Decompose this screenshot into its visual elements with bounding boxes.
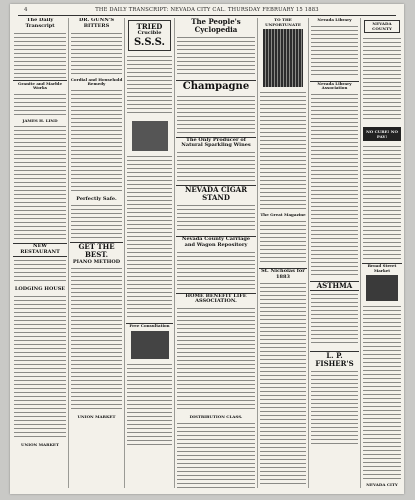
col7-ad-market: Broad Street Market	[362, 263, 402, 273]
article-text	[71, 87, 122, 197]
illustration	[131, 331, 169, 359]
illustration	[263, 29, 303, 87]
col2-title: DR. GUNN'S BITTERS	[79, 18, 114, 29]
article-text	[177, 420, 255, 488]
column-5	[259, 18, 307, 488]
col5-ad-nicholas: St. Nicholas for 1883	[259, 268, 307, 281]
article-text	[14, 293, 66, 443]
illustration	[366, 275, 398, 301]
article-text	[363, 143, 401, 263]
col1-ad-union: UNION MARKET	[21, 441, 59, 447]
col6-ad-asthma: ASTHMA	[310, 281, 359, 291]
column-1	[13, 18, 67, 488]
article-text	[127, 153, 172, 323]
article-text	[71, 30, 122, 78]
col1-ad-lind: JAMES H. LIND	[22, 117, 58, 123]
article-text	[177, 249, 255, 293]
column-3	[126, 18, 173, 488]
article-text	[127, 53, 172, 119]
col1-title: The Daily Transcript	[25, 18, 55, 29]
page-number: 4	[24, 7, 28, 13]
col2-ad-piano: PIANO METHOD	[72, 258, 121, 265]
col1-ad-restaurant: NEW RESTAURANT	[13, 243, 67, 257]
col6-ad-fisher: L. P. FISHER'S	[310, 351, 359, 368]
col7-ad-city: NEVADA CITY	[366, 482, 398, 488]
sss-ad	[128, 20, 171, 51]
article-text	[177, 149, 255, 185]
col1-ad-lodging: LODGING HOUSE	[14, 285, 66, 292]
col6-ad-library: Nevada Library Association	[310, 81, 359, 91]
col5-ad-magazine: The Great Magazine	[260, 212, 306, 218]
column-rule	[124, 18, 125, 488]
sss-tried: TRIED	[136, 22, 163, 31]
column-rule	[68, 18, 69, 488]
column-7	[362, 18, 402, 488]
article-text	[311, 23, 358, 81]
article-text	[363, 35, 401, 125]
article-text	[260, 218, 306, 268]
illustration	[132, 121, 168, 151]
masthead: THE DAILY TRANSCRIPT: NEVADA CITY CAL. THURSDAY FEBRUARY 15 1883	[95, 7, 319, 13]
col2-ad-safe: Perfectly Safe.	[76, 195, 117, 202]
col7-title: NEVADA COUNTY	[364, 20, 400, 33]
sss-brand: Crucible	[137, 30, 162, 37]
column-6	[310, 18, 359, 488]
col4-ad-distribution: DISTRIBUTION CLASS.	[189, 414, 243, 420]
sss-logo: S.S.S.	[133, 36, 166, 48]
article-text	[260, 280, 306, 488]
column-rule	[360, 18, 361, 488]
article-text	[14, 30, 66, 80]
article-text	[14, 257, 66, 287]
col7-ad-nocure: NO CURE! NO PAY!	[363, 127, 401, 141]
col2-ad-best: GET THE BEST.	[70, 242, 123, 259]
article-text	[177, 202, 255, 236]
article-text	[177, 34, 255, 80]
article-text	[260, 89, 306, 213]
column-rule	[257, 18, 258, 488]
column-rule	[308, 18, 309, 488]
newspaper-page	[10, 4, 404, 494]
column-4	[176, 18, 256, 488]
article-text	[71, 265, 122, 415]
col3-ad-consult: Free Consultation	[126, 323, 173, 329]
masthead-rule	[18, 15, 396, 16]
col5-title: TO THE UNFORTUNATE	[265, 18, 301, 27]
col2-ad-remedy: Cordial and Household Remedy	[70, 76, 123, 87]
col1-ad-granite: Granite and Marble Works	[13, 80, 67, 91]
article-text	[177, 305, 255, 415]
article-text	[311, 368, 358, 448]
article-text	[127, 361, 172, 451]
article-text	[71, 202, 122, 242]
article-text	[311, 91, 358, 281]
col4-ad-cigar: NEVADA CIGAR STAND	[176, 185, 256, 202]
col4-ad-champagne: Champagne	[176, 80, 256, 93]
col4-ad-wines: The Only Producer of Natural Sparkling Wines	[176, 137, 256, 150]
col4-ad-carriage: Nevada County Carriage and Wagon Repository	[176, 236, 256, 249]
article-text	[177, 93, 255, 137]
col4-title: The People's Cyclopedia	[191, 18, 241, 35]
article-text	[311, 291, 358, 351]
col2-ad-union: UNION MARKET	[77, 414, 116, 420]
article-text	[14, 91, 66, 119]
article-text	[14, 123, 66, 243]
column-2	[70, 18, 123, 488]
column-rule	[174, 18, 175, 488]
col6-title: Nevada Library	[317, 18, 352, 22]
article-text	[363, 303, 401, 483]
col4-ad-life: HOME BENEFIT LIFE ASSOCIATION.	[176, 293, 256, 306]
